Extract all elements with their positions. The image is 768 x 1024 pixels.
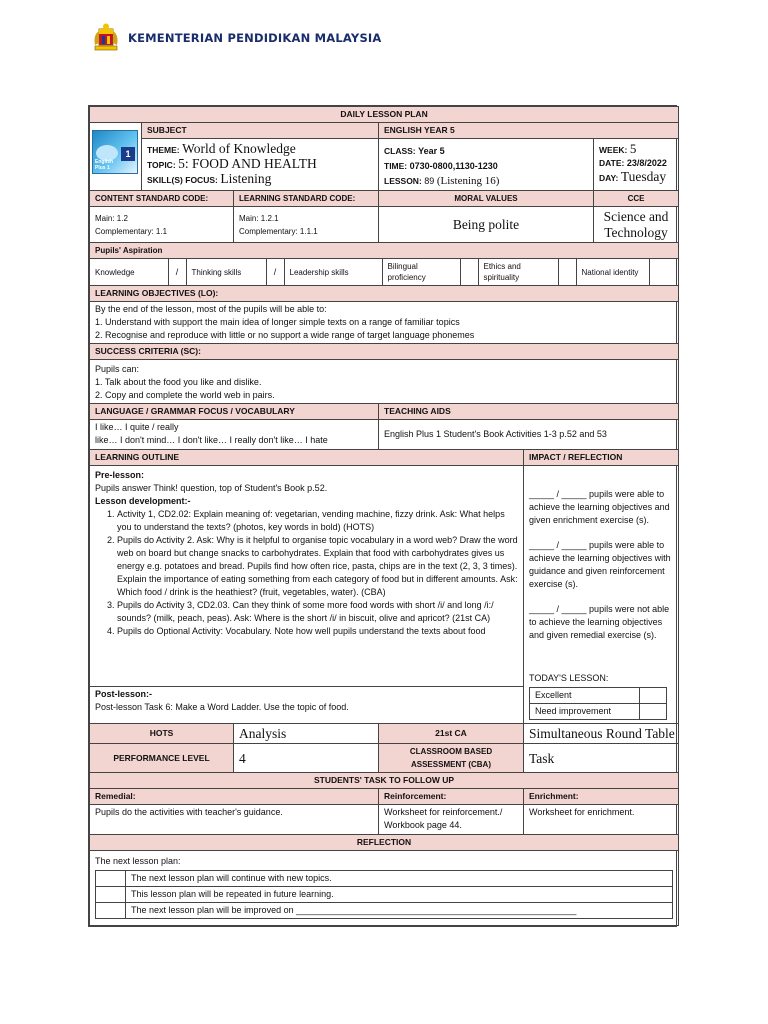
- lesson-note: (Listening 16): [436, 175, 500, 187]
- impact-label: IMPACT / REFLECTION: [524, 450, 679, 466]
- enrichment-value: Worksheet for enrichment.: [524, 805, 679, 835]
- sc-intro: Pupils can:: [95, 364, 140, 374]
- excellent-label: Excellent: [530, 688, 640, 704]
- lang-line-2: like… I don't mind… I don't like… I really don't like… I hate: [95, 435, 328, 445]
- book-badge: English Plus 1: [95, 159, 114, 171]
- asp-bilingual-mark: [460, 259, 478, 285]
- language-focus-label: LANGUAGE / GRAMMAR FOCUS / VOCABULARY: [90, 404, 379, 420]
- daily-lesson-plan: [88, 105, 677, 927]
- reinforcement-value: Worksheet for reinforcement./ Workbook page 44.: [379, 805, 524, 835]
- lo-label: LEARNING OBJECTIVES (LO):: [90, 286, 679, 302]
- skill-value: Listening: [220, 171, 272, 186]
- post-lesson: [90, 687, 524, 724]
- asp-national: National identity: [576, 259, 649, 285]
- plan-title: DAILY LESSON PLAN: [90, 107, 679, 123]
- learning-standard-codes: [234, 207, 379, 243]
- book-number-badge: 1: [121, 147, 135, 161]
- theme-topic-skill: [142, 139, 379, 191]
- remedial-value: Pupils do the activities with teacher's guidance.: [90, 805, 379, 835]
- subject-value: ENGLISH YEAR 5: [379, 123, 679, 139]
- csc-main: Main: 1.2: [95, 213, 128, 223]
- date-value: 23/8/2022: [626, 158, 667, 168]
- asp-ethics-mark: [558, 259, 576, 285]
- lo-intro: By the end of the lesson, most of the pupils will be able to:: [95, 304, 327, 314]
- theme-label: THEME:: [147, 145, 180, 155]
- hots-label: HOTS: [90, 724, 234, 744]
- day-value: Tuesday: [620, 169, 667, 184]
- class-value: Year 5: [418, 146, 445, 156]
- learning-objectives: [90, 302, 679, 344]
- lesson-value: 89: [424, 176, 435, 186]
- next-lesson-intro: The next lesson plan:: [95, 856, 181, 866]
- asp-ethics: Ethics and spirituality: [478, 259, 558, 285]
- language-focus: [90, 420, 379, 450]
- lo-item-1: 1. Understand with support the main idea of longer simple texts on a range of familiar topics: [95, 317, 460, 327]
- next-lesson-options: [95, 870, 673, 919]
- teaching-aids-label: TEACHING AIDS: [379, 404, 679, 420]
- post-lesson-label: Post-lesson:-: [95, 689, 153, 700]
- lsc-main: Main: 1.2.1: [239, 213, 279, 223]
- csc-complementary: Complementary: 1.1: [95, 226, 168, 236]
- class-label: CLASS:: [384, 146, 416, 156]
- topic-label: TOPIC:: [147, 160, 176, 170]
- development-label: Lesson development:-: [95, 496, 191, 506]
- theme-value: World of Knowledge: [182, 141, 296, 156]
- aspiration-label: Pupils' Aspiration: [90, 243, 679, 259]
- development-list: [95, 508, 518, 638]
- development-item-4: 4. Pupils do Optional Activity: Vocabulary. Note how well pupils understand the texts about food: [117, 625, 518, 638]
- ca-value: Simultaneous Round Table: [524, 724, 679, 744]
- next-option-1: The next lesson plan will continue with new topics.: [126, 871, 673, 887]
- content-standard-codes: [90, 207, 234, 243]
- learning-standard-label: LEARNING STANDARD CODE:: [234, 191, 379, 207]
- cba-value: Task: [524, 744, 679, 773]
- malaysia-crest-icon: [90, 23, 122, 53]
- moral-value: Being polite: [379, 207, 594, 243]
- next-option-3: The next lesson plan will be improved on ________________________________________________________: [126, 903, 673, 919]
- cce-label: CCE: [594, 191, 679, 207]
- next-option-1-checkbox[interactable]: [96, 871, 126, 887]
- lesson-label: LESSON:: [384, 176, 422, 186]
- remedial-label: Remedial:: [90, 789, 379, 805]
- development-item-3: 3. Pupils do Activity 3, CD2.03. Can they think of some more food words with short /i/ and long /i:/ sounds? (milk, peach, peas). Ask: Where is the short /i/ in biscuit, olive and apricot? (21st CA): [117, 599, 518, 625]
- pre-lesson-text: Pupils answer Think! question, top of Student's Book p.52.: [95, 483, 328, 493]
- sc-item-1: 1. Talk about the food you like and dislike.: [95, 377, 262, 387]
- week-date-day: [594, 139, 679, 191]
- asp-national-mark: [649, 259, 679, 285]
- lang-line-1: I like… I quite / really: [95, 422, 179, 432]
- sc-label: SUCCESS CRITERIA (SC):: [90, 344, 679, 360]
- skill-label: SKILL(S) FOCUS:: [147, 175, 218, 185]
- ca-label: 21st CA: [379, 724, 524, 744]
- next-lesson-plan: [90, 851, 679, 926]
- time-value: 0730-0800,1130-1230: [409, 161, 498, 171]
- students-task-label: STUDENTS' TASK TO FOLLOW UP: [90, 773, 679, 789]
- reflection-label: REFLECTION: [90, 835, 679, 851]
- sc-item-2: 2. Copy and complete the world web in pairs.: [95, 390, 275, 400]
- week-value: 5: [629, 141, 637, 156]
- cce-value: Science and Technology: [594, 207, 679, 243]
- next-option-2-checkbox[interactable]: [96, 887, 126, 903]
- lo-item-2: 2. Recognise and reproduce with little or no support a wide range of target language phonemes: [95, 330, 475, 340]
- asp-bilingual: Bilingual proficiency: [382, 259, 460, 285]
- next-option-3-checkbox[interactable]: [96, 903, 126, 919]
- week-label: WEEK:: [599, 145, 628, 155]
- post-lesson-text: Post-lesson Task 6: Make a Word Ladder. Use the topic of food.: [95, 702, 349, 713]
- moral-values-label: MORAL VALUES: [379, 191, 594, 207]
- lsc-complementary: Complementary: 1.1.1: [239, 226, 318, 236]
- subject-label: SUBJECT: [142, 123, 379, 139]
- asp-knowledge: Knowledge: [90, 259, 168, 285]
- impact-item-1: _____ / _____ pupils were able to achieve the learning objectives and given enrichment exercise (s).: [529, 489, 670, 525]
- development-item-2: 2. Pupils do Activity 2. Ask: Why is it helpful to organise topic vocabulary in a word web? Draw the word web on board but change snacks to carbohydrates. Explain that food with carbohydrates gives us energy e.g. potatoes and bread. Pupils find how often rice, pasta, chips are in the text (2, 3, 3 times). Explain the importance of eating something from each category of food but in different amounts. Ask: Which food / drink is the heathiest? (fruit, vegetables, water). (CBA): [117, 534, 518, 599]
- topic-value: 5: FOOD AND HEALTH: [178, 156, 317, 171]
- book-cover-image: [92, 130, 138, 174]
- excellent-mark[interactable]: [639, 688, 666, 704]
- asp-thinking-mark: /: [266, 259, 284, 285]
- day-label: DAY:: [599, 173, 619, 183]
- class-time-lesson: [379, 139, 594, 191]
- todays-lesson-label: TODAY'S LESSON:: [529, 673, 609, 683]
- learning-outline-label: LEARNING OUTLINE: [90, 450, 524, 466]
- performance-level-value: 4: [234, 744, 379, 773]
- book-cover-cell: [90, 123, 142, 191]
- pre-lesson-label: Pre-lesson:: [95, 470, 145, 480]
- impact-item-2: _____ / _____ pupils were able to achieve the learning objectives with guidance and given reinforcement exercise (s).: [529, 540, 671, 589]
- impact-reflection: [524, 466, 679, 724]
- reinforcement-label: Reinforcement:: [379, 789, 524, 805]
- enrichment-label: Enrichment:: [524, 789, 679, 805]
- need-improvement-label: Need improvement: [530, 704, 640, 720]
- ministry-name: KEMENTERIAN PENDIDIKAN MALAYSIA: [128, 31, 382, 45]
- date-label: DATE:: [599, 158, 625, 168]
- need-improvement-mark[interactable]: [639, 704, 666, 720]
- success-criteria: [90, 360, 679, 404]
- asp-leadership: Leadership skills: [284, 259, 382, 285]
- impact-item-3: _____ / _____ pupils were not able to achieve the learning objectives and given remedial exercise (s).: [529, 604, 670, 640]
- teaching-aids: English Plus 1 Student's Book Activities 1-3 p.52 and 53: [379, 420, 679, 450]
- performance-level-label: PERFORMANCE LEVEL: [90, 744, 234, 773]
- content-standard-label: CONTENT STANDARD CODE:: [90, 191, 234, 207]
- development-item-1: 1. Activity 1, CD2.02: Explain meaning of: vegetarian, vending machine, fizzy drink. Ask: What helps you to understand the texts? (photos, key words in bold) (HOTS): [117, 508, 518, 534]
- cba-label: CLASSROOM BASED ASSESSMENT (CBA): [379, 744, 524, 773]
- asp-thinking: Thinking skills: [186, 259, 266, 285]
- time-label: TIME:: [384, 161, 408, 171]
- aspiration-row: [90, 259, 679, 286]
- next-option-2: This lesson plan will be repeated in future learning.: [126, 887, 673, 903]
- hots-value: Analysis: [234, 724, 379, 744]
- learning-outline: [90, 466, 524, 687]
- todays-lesson-table: [529, 687, 667, 720]
- asp-knowledge-mark: /: [168, 259, 186, 285]
- ministry-header: [90, 22, 382, 54]
